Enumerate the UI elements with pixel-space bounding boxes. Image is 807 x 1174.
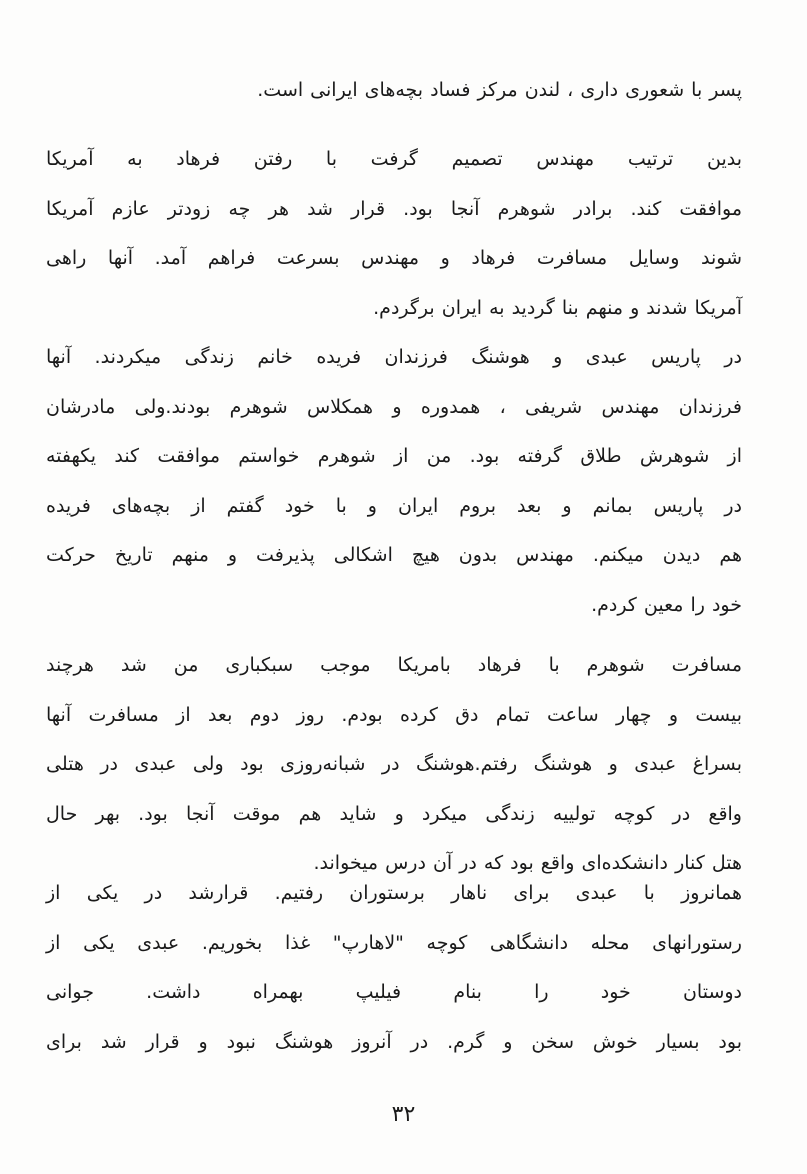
text-line: مسافرت شوهرم با فرهاد بامریکا موجب سبکباری من شد هرچند — [46, 654, 742, 676]
text-line: بدین ترتیب مهندس تصمیم گرفت با رفتن فرهاد به آمریکا — [46, 148, 742, 170]
text-line: رستورانهای محله دانشگاهی کوچه "لاهارپ" غذا بخوریم. عبدی یکی از — [46, 931, 742, 954]
text-line: آمریکا شدند و منهم بنا گردید به ایران برگردم. — [373, 296, 742, 319]
text-line: بود بسیار خوش سخن و گرم. در آنروز هوشنگ نبود و قرار شد برای — [46, 1030, 742, 1053]
paragraph-2 — [46, 135, 742, 333]
text-line: همانروز با عبدی برای ناهار برستوران رفتیم. قرارشد در یکی از — [46, 882, 742, 904]
text-line: دوستان خود را بنام فیلیپ بهمراه داشت. جوانی — [46, 981, 742, 1004]
text-line: بسراغ عبدی و هوشنگ رفتم.هوشنگ در شبانه‌روزی بود ولی عبدی در هتلی — [46, 753, 742, 776]
text-line: شوند وسایل مسافرت فرهاد و مهندس بسرعت فراهم آمد. آنها راهی — [46, 247, 742, 270]
text-line: در پاریس بمانم و بعد بروم ایران و با خود گفتم از بچه‌های فریده — [46, 494, 742, 517]
text-line: فرزندان مهندس شریفی ، همدوره و همکلاس شوهرم بودند.ولی مادرشان — [46, 395, 742, 418]
text-line: پسر با شعوری داری ، لندن مرکز فساد بچه‌های ایرانی است. — [257, 79, 742, 101]
page-number: ۳۲ — [391, 1102, 416, 1127]
paragraph-5 — [46, 869, 742, 1067]
text-line: موافقت کند. برادر شوهرم آنجا بود. قرار شد هر چه زودتر عازم آمریکا — [46, 197, 742, 220]
text-line: از شوهرش طلاق گرفته بود. من از شوهرم خواستم موافقت کند یکهفته — [46, 445, 742, 468]
text-line: خود را معین کردم. — [591, 593, 742, 616]
paragraph-1 — [46, 66, 742, 116]
text-line: بیست و چهار ساعت تمام دق کرده بودم. روز دوم بعد از مسافرت آنها — [46, 703, 742, 726]
text-line: هتل کنار دانشکده‌ای واقع بود که در آن درس میخواند. — [313, 852, 742, 875]
text-line: واقع در کوچه تولییه زندگی میکرد و شاید هم موقت آنجا بود. بهر حال — [46, 802, 742, 825]
text-line: در پاریس عبدی و هوشنگ فرزندان فریده خانم زندگی میکردند. آنها — [46, 346, 742, 368]
text-line: هم دیدن میکنم. مهندس بدون هیچ اشکالی پذیرفت و منهم تاریخ حرکت — [46, 544, 742, 567]
paragraph-4 — [46, 641, 742, 889]
paragraph-3 — [46, 333, 742, 631]
